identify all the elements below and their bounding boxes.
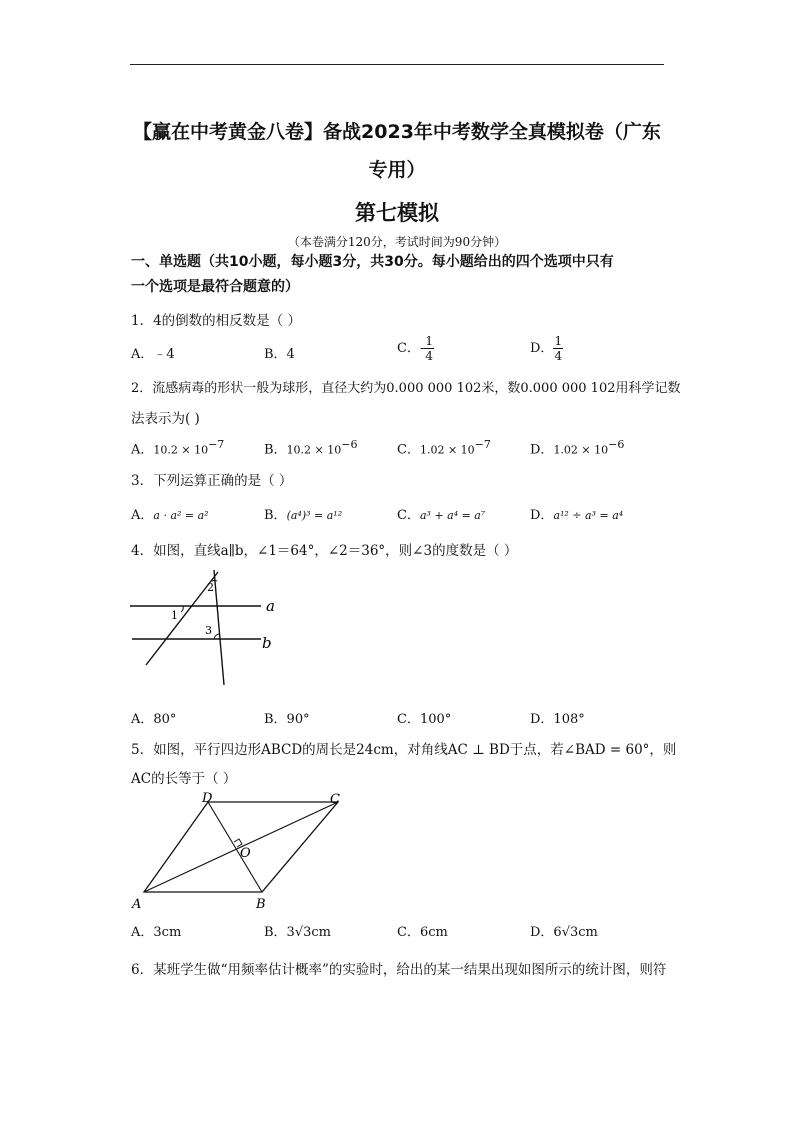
fig-label-1: 1 <box>171 609 178 622</box>
q2-stem-line1: 2．流感病毒的形状一般为球形，直径大约为0.000 000 102米，数0.000 000 102用科学记数 <box>131 381 681 396</box>
q5-stem-line2: AC的长等于（ ） <box>131 771 237 787</box>
q3-option-b: B．(a⁴)³ = a¹² <box>264 508 343 523</box>
header-rule <box>130 64 664 65</box>
q1-stem: 1．4的倒数的相反数是（ ） <box>131 313 301 329</box>
main-title: 第七模拟 <box>355 201 439 225</box>
q1-option-c: C．- $\frac{1}{4}$ <box>397 334 433 363</box>
q5-stem-line1: 5．如图，平行四边形ABCD的周长是24cm，对角线AC ⊥ BD于点，若∠BAD = 60°，则 <box>131 742 677 758</box>
exam-title-line1: 【赢在中考黄金八卷】备战2023年中考数学全真模拟卷（广东 <box>133 121 661 143</box>
fig-label-O: O <box>240 846 251 861</box>
section-heading-line2: 一个选项是最符合题意的） <box>131 279 299 295</box>
section-heading-line1: 一、单选题（共10小题，每小题3分，共30分。每小题给出的四个选项中只有 <box>131 254 614 270</box>
q2-option-d: D．$1.02 \times 10^{-6}$ <box>530 438 625 458</box>
q3-stem: 3．下列运算正确的是（ ） <box>131 473 293 489</box>
q5-figure <box>128 788 358 914</box>
fig-label-b: b <box>262 634 272 652</box>
exam-subtitle: （本卷满分120分，考试时间为90分钟） <box>287 235 507 249</box>
q6-stem: 6．某班学生做“用频率估计概率”的实验时，给出的某一结果出现如图所示的统计图，则符 <box>131 962 667 978</box>
fig-label-3: 3 <box>205 624 212 637</box>
fig-label-D: D <box>202 791 213 806</box>
q3-option-d: D．a¹² ÷ a³ = a⁴ <box>530 508 624 523</box>
q4-stem: 4．如图，直线a∥b，∠1＝64°，∠2＝36°，则∠3的度数是（ ） <box>131 543 518 559</box>
q4-option-d: D．108° <box>530 712 585 727</box>
fig-label-A: A <box>132 897 142 912</box>
q1-option-b: B．4 <box>264 347 295 362</box>
fig-label-C: C <box>330 792 340 807</box>
q2-stem-line2: 法表示为( ) <box>131 411 200 427</box>
q1-option-a: A．﹣4 <box>131 347 175 362</box>
fig-label-a: a <box>266 597 275 615</box>
diagonal-bd <box>208 802 262 892</box>
q2-option-a: A．$10.2 \times 10^{-7}$ <box>131 438 225 458</box>
exam-title-line2: 专用） <box>368 159 426 181</box>
transversal-2 <box>214 570 224 685</box>
q4-figure <box>128 565 288 691</box>
q4-option-c: C．100° <box>397 712 452 727</box>
q5-option-c: C．6cm <box>397 925 448 940</box>
q3-option-c: C．a³ + a⁴ = a⁷ <box>397 508 486 523</box>
q5-option-d: D．6√3cm <box>530 925 598 940</box>
q5-option-b: B．3√3cm <box>264 925 331 940</box>
q4-option-a: A．80° <box>131 712 177 727</box>
q2-option-c: C．$1.02 \times 10^{-7}$ <box>397 438 491 458</box>
q1-option-d: D． $\frac{1}{4}$ <box>530 334 563 363</box>
q5-option-a: A．3cm <box>131 925 182 940</box>
q3-option-a: A．a · a² = a² <box>131 508 209 523</box>
q2-option-b: B．$10.2 \times 10^{-6}$ <box>264 438 358 458</box>
fig-label-2: 2 <box>207 581 214 594</box>
q4-option-b: B．90° <box>264 712 310 727</box>
fig-label-B: B <box>256 897 266 912</box>
